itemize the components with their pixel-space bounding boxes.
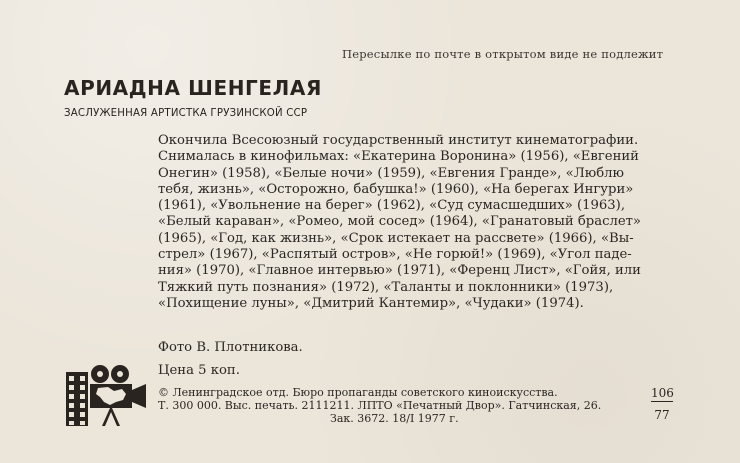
publisher-imprint [158, 386, 658, 425]
bio-line: Окончила Всесоюзный государственный институт кинематографии. [158, 133, 639, 148]
bio-line: Тяжкий путь познания» (1972), «Таланты и поклонники» (1973), [158, 279, 614, 295]
actress-name-title: АРИАДНА ШЕНГЕЛАЯ [64, 76, 322, 100]
bio-line: «Белый караван», «Ромео, мой сосед» (1964), «Гранатовый браслет» [158, 214, 641, 230]
publisher-line: Зак. 3672. 18/I 1977 г. [330, 412, 459, 425]
bio-line: Снималась в кинофильмах: «Екатерина Воронина» (1956), «Евгений [158, 149, 639, 165]
bio-line: (1965), «Год, как жизнь», «Срок истекает на рассвете» (1966), «Вы- [158, 230, 634, 246]
print-code-numerator: 106 [651, 386, 674, 400]
biography-text [158, 133, 678, 312]
bio-line: стрел» (1967), «Распятый остров», «Не горюй!» (1969), «Угол паде- [158, 247, 632, 263]
price-label: Цена 5 коп. [158, 363, 240, 378]
actress-honorary-title: ЗАСЛУЖЕННАЯ АРТИСТКА ГРУЗИНСКОЙ ССР [64, 108, 308, 119]
postal-notice: Пересылке по почте в открытом виде не подлежит [342, 47, 664, 61]
bio-line: ния» (1970), «Главное интервью» (1971), «Ференц Лист», «Гойя, или [158, 263, 641, 279]
print-code-denominator: 77 [654, 408, 670, 422]
bio-line: тебя, жизнь», «Осторожно, бабушка!» (1960), «На берегах Ингури» [158, 181, 634, 197]
film-camera-logo-icon [66, 364, 148, 426]
publisher-line: © Ленинградское отд. Бюро пропаганды советского киноискусства. [158, 386, 558, 399]
photo-credit: Фото В. Плотникова. [158, 340, 303, 355]
print-code-fraction [651, 386, 673, 422]
bio-line: (1961), «Увольнение на берег» (1962), «Суд сумасшедших» (1963), [158, 198, 626, 214]
bio-line: «Похищение луны», «Дмитрий Кантемир», «Чудаки» (1974). [158, 295, 584, 311]
bio-line: Онегин» (1958), «Белые ночи» (1959), «Евгения Гранде», «Люблю [158, 165, 625, 181]
publisher-line: Т. 300 000. Выс. печать. 2111211. ЛПТО «Печатный Двор». Гатчинская, 26. [158, 399, 602, 412]
